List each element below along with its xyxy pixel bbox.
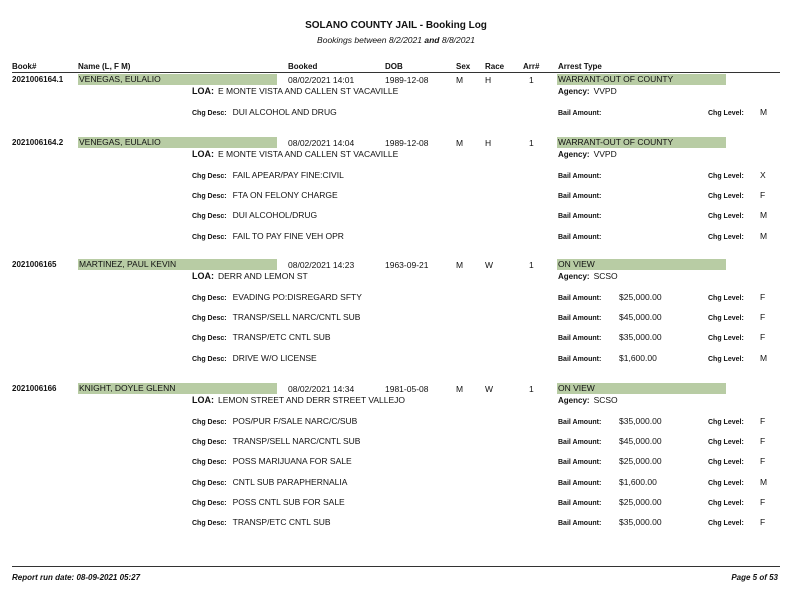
col-header-book: Book# [12, 62, 37, 71]
date-from: 8/2/2021 [388, 35, 422, 45]
chg-desc-label: Chg Desc: [192, 315, 227, 323]
charge-level-label [708, 517, 750, 527]
race-value: W [485, 260, 494, 270]
charge-description [192, 456, 352, 466]
arresting-agency [558, 149, 617, 159]
race-value: H [485, 75, 492, 85]
chg-level-label: Chg Level: [708, 459, 744, 467]
loa-label: LOA: [192, 149, 214, 159]
arresting-agency [558, 86, 617, 96]
arrest-type: WARRANT-OUT OF COUNTY [557, 137, 726, 148]
agency-label: Agency: [558, 396, 590, 405]
arresting-agency [558, 271, 618, 281]
bail-label: Bail Amount: [558, 233, 602, 241]
charge-description [192, 170, 344, 180]
bail-amount-value: $1,600.00 [619, 352, 657, 363]
location-of-arrest [192, 149, 398, 159]
chg-level-label: Chg Level: [708, 233, 744, 241]
charge-description [192, 292, 362, 302]
agency-label: Agency: [558, 150, 590, 159]
charge-description [192, 210, 317, 220]
date-of-birth: 1989-12-08 [385, 138, 429, 148]
bail-amount-value: $35,000.00 [619, 517, 662, 527]
inmate-name: MARTINEZ, PAUL KEVIN [78, 259, 277, 270]
loa-label: LOA: [192, 86, 214, 96]
chg-desc-label: Chg Desc: [192, 499, 227, 507]
bail-label: Bail Amount: [558, 355, 602, 363]
agency-value: VVPD [593, 86, 617, 96]
charge-level-value: M [760, 352, 768, 363]
loa-value: E MONTE VISTA AND CALLEN ST VACAVILLE [218, 86, 399, 96]
charge-level-label [708, 436, 750, 446]
charge-level-label [708, 190, 750, 200]
charge-level-value: F [760, 312, 766, 323]
charge-level-label [708, 477, 750, 487]
charge-description [192, 353, 317, 363]
charge-level-value: F [760, 332, 766, 343]
chg-desc-label: Chg Desc: [192, 355, 227, 363]
chg-desc-value: TRANSP/ETC CNTL SUB [232, 332, 331, 343]
chg-level-label: Chg Level: [708, 213, 744, 221]
agency-label: Agency: [558, 87, 590, 96]
charge-description [192, 497, 345, 507]
bail-amount-label [558, 353, 607, 363]
col-header-race: Race [485, 62, 505, 71]
charge-level-value: X [760, 170, 766, 180]
arrest-number: 1 [529, 384, 534, 394]
date-to: 8/8/2021 [441, 35, 475, 45]
chg-desc-label: Chg Desc: [192, 213, 227, 221]
chg-desc-label: Chg Desc: [192, 193, 227, 201]
charge-level-value: F [760, 436, 766, 447]
charge-level-label [708, 497, 750, 507]
chg-level-label: Chg Level: [708, 499, 744, 507]
chg-desc-label: Chg Desc: [192, 233, 227, 241]
col-header-sex: Sex [456, 62, 471, 71]
bail-amount-value: $35,000.00 [619, 332, 662, 343]
bail-label: Bail Amount: [558, 419, 602, 426]
charge-description [192, 312, 360, 322]
chg-desc-label: Chg Desc: [192, 479, 227, 487]
bail-amount-label [558, 477, 607, 487]
bail-label: Bail Amount: [558, 520, 602, 527]
bail-label: Bail Amount: [558, 335, 602, 343]
charge-level-value: M [760, 107, 768, 117]
chg-desc-value: DRIVE W/O LICENSE [232, 352, 317, 363]
report-run-date: Report run date: 08-09-2021 05:27 [12, 573, 141, 582]
arresting-agency [558, 395, 618, 405]
chg-desc-label: Chg Desc: [192, 335, 227, 343]
chg-level-label: Chg Level: [708, 335, 744, 343]
chg-desc-value: EVADING PO:DISREGARD SFTY [232, 292, 362, 302]
chg-desc-value: POS/PUR F/SALE NARC/C/SUB [232, 416, 358, 426]
chg-desc-value: FAIL APEAR/PAY FINE:CIVIL [232, 170, 344, 180]
report-subtitle: Bookings between 8/2/2021 and 8/8/2021 [317, 35, 475, 45]
charge-description [192, 332, 331, 342]
booking-number: 2021006164.2 [12, 138, 64, 147]
booked-datetime: 08/02/2021 14:04 [288, 138, 355, 148]
bail-label: Bail Amount: [558, 173, 602, 180]
bail-amount-label [558, 210, 607, 220]
charge-level-value: F [760, 456, 766, 467]
charge-level-value: F [760, 190, 766, 201]
report-title: SOLANO COUNTY JAIL - Booking Log [305, 20, 487, 31]
agency-value: VVPD [593, 149, 617, 159]
bail-amount-label [558, 332, 607, 342]
col-header-arrest-type: Arrest Type [558, 62, 602, 71]
bail-amount-label [558, 517, 607, 527]
bail-label: Bail Amount: [558, 295, 602, 302]
charge-level-label [708, 312, 750, 322]
footer-rule [12, 566, 780, 567]
loa-value: E MONTE VISTA AND CALLEN ST VACAVILLE [218, 149, 399, 159]
date-of-birth: 1981-05-08 [385, 384, 429, 394]
bail-amount-label [558, 190, 607, 200]
chg-desc-value: TRANSP/SELL NARC/CNTL SUB [232, 312, 361, 323]
inmate-name: KNIGHT, DOYLE GLENN [78, 383, 277, 394]
chg-level-label: Chg Level: [708, 439, 744, 447]
chg-desc-value: DUI ALCOHOL/DRUG [232, 210, 318, 221]
date-of-birth: 1989-12-08 [385, 75, 429, 85]
agency-value: SCSO [593, 271, 618, 281]
bail-amount-value: $45,000.00 [619, 312, 662, 323]
charge-level-value: M [760, 230, 768, 241]
location-of-arrest [192, 395, 405, 405]
chg-level-label: Chg Level: [708, 355, 744, 363]
agency-label: Agency: [558, 272, 590, 281]
header-rule [12, 72, 780, 73]
charge-description [192, 517, 331, 527]
loa-value: LEMON STREET AND DERR STREET VALLEJO [218, 395, 406, 405]
charge-level-label [708, 416, 750, 426]
bail-amount-label [558, 497, 607, 507]
inmate-name: VENEGAS, EULALIO [78, 137, 277, 148]
charge-level-value: M [760, 210, 768, 221]
chg-desc-value: POSS CNTL SUB FOR SALE [232, 496, 345, 507]
col-header-booked: Booked [288, 62, 318, 71]
sex-value: M [456, 138, 464, 148]
chg-desc-label: Chg Desc: [192, 419, 227, 426]
bail-amount-value: $25,000.00 [619, 292, 662, 302]
charge-description [192, 416, 357, 426]
chg-level-label: Chg Level: [708, 173, 744, 180]
arrest-type: ON VIEW [557, 383, 726, 394]
sex-value: M [456, 260, 464, 270]
chg-desc-value: FTA ON FELONY CHARGE [232, 190, 338, 201]
inmate-name: VENEGAS, EULALIO [78, 74, 277, 85]
charge-level-label [708, 107, 750, 117]
charge-description [192, 477, 347, 487]
booking-number: 2021006166 [12, 384, 57, 393]
bail-amount-label [558, 107, 607, 117]
chg-level-label: Chg Level: [708, 419, 744, 426]
arrest-number: 1 [529, 260, 534, 270]
bail-amount-value: $45,000.00 [619, 436, 662, 447]
location-of-arrest [192, 86, 398, 96]
loa-label: LOA: [192, 395, 214, 405]
chg-desc-label: Chg Desc: [192, 295, 227, 302]
chg-desc-label: Chg Desc: [192, 459, 227, 467]
loa-label: LOA: [192, 271, 214, 281]
sex-value: M [456, 384, 464, 394]
arrest-type: ON VIEW [557, 259, 726, 270]
arrest-number: 1 [529, 75, 534, 85]
bail-label: Bail Amount: [558, 439, 602, 447]
charge-level-value: M [760, 476, 768, 487]
bail-amount-value: $35,000.00 [619, 416, 662, 426]
charge-level-label [708, 170, 750, 180]
chg-desc-label: Chg Desc: [192, 439, 227, 447]
col-header-arr: Arr# [523, 62, 540, 71]
arrest-type: WARRANT-OUT OF COUNTY [557, 74, 726, 85]
bail-amount-label [558, 292, 607, 302]
charge-level-value: F [760, 517, 766, 527]
charge-level-value: F [760, 416, 766, 426]
chg-desc-value: FAIL TO PAY FINE VEH OPR [232, 230, 344, 241]
chg-level-label: Chg Level: [708, 479, 744, 487]
bail-amount-label [558, 170, 607, 180]
bail-amount-value: $1,600.00 [619, 476, 657, 487]
bail-amount-value: $25,000.00 [619, 496, 662, 507]
race-value: W [485, 384, 494, 394]
charge-level-value: F [760, 292, 766, 302]
chg-level-label: Chg Level: [708, 315, 744, 323]
charge-level-label [708, 456, 750, 466]
bail-amount-label [558, 436, 607, 446]
charge-description [192, 190, 338, 200]
chg-level-label: Chg Level: [708, 520, 744, 527]
chg-desc-label: Chg Desc: [192, 520, 227, 527]
bail-amount-label [558, 312, 607, 322]
booking-number: 2021006164.1 [12, 75, 64, 84]
chg-desc-value: POSS MARIJUANA FOR SALE [232, 456, 352, 467]
charge-level-label [708, 292, 750, 302]
location-of-arrest [192, 271, 308, 281]
date-of-birth: 1963-09-21 [385, 260, 429, 270]
chg-level-label: Chg Level: [708, 110, 744, 117]
bail-label: Bail Amount: [558, 499, 602, 507]
bail-label: Bail Amount: [558, 193, 602, 201]
bail-amount-label [558, 231, 607, 241]
col-header-name: Name (L, F M) [78, 62, 131, 71]
agency-value: SCSO [593, 395, 618, 405]
loa-value: DERR AND LEMON ST [218, 271, 308, 281]
bail-amount-label [558, 416, 607, 426]
charge-level-label [708, 353, 750, 363]
chg-level-label: Chg Level: [708, 295, 744, 302]
bail-label: Bail Amount: [558, 315, 602, 323]
charge-description [192, 231, 344, 241]
bail-label: Bail Amount: [558, 459, 602, 467]
chg-level-label: Chg Level: [708, 193, 744, 201]
chg-desc-label: Chg Desc: [192, 110, 227, 117]
booked-datetime: 08/02/2021 14:34 [288, 384, 355, 394]
charge-level-label [708, 210, 750, 220]
charge-level-label [708, 231, 750, 241]
booking-number: 2021006165 [12, 260, 57, 269]
sex-value: M [456, 75, 464, 85]
chg-desc-value: TRANSP/ETC CNTL SUB [232, 517, 331, 527]
bail-label: Bail Amount: [558, 479, 602, 487]
charge-level-label [708, 332, 750, 342]
booked-datetime: 08/02/2021 14:01 [288, 75, 355, 85]
chg-desc-label: Chg Desc: [192, 173, 227, 180]
charge-description [192, 436, 360, 446]
page-number: Page 5 of 53 [731, 573, 778, 582]
arrest-number: 1 [529, 138, 534, 148]
chg-desc-value: DUI ALCOHOL AND DRUG [232, 107, 337, 117]
bail-amount-value: $25,000.00 [619, 456, 662, 467]
col-header-dob: DOB [385, 62, 403, 71]
chg-desc-value: CNTL SUB PARAPHERNALIA [232, 476, 348, 487]
booked-datetime: 08/02/2021 14:23 [288, 260, 355, 270]
charge-level-value: F [760, 496, 766, 507]
bail-label: Bail Amount: [558, 110, 602, 117]
charge-description [192, 107, 337, 117]
race-value: H [485, 138, 492, 148]
chg-desc-value: TRANSP/SELL NARC/CNTL SUB [232, 436, 361, 447]
bail-label: Bail Amount: [558, 213, 602, 221]
bail-amount-label [558, 456, 607, 466]
